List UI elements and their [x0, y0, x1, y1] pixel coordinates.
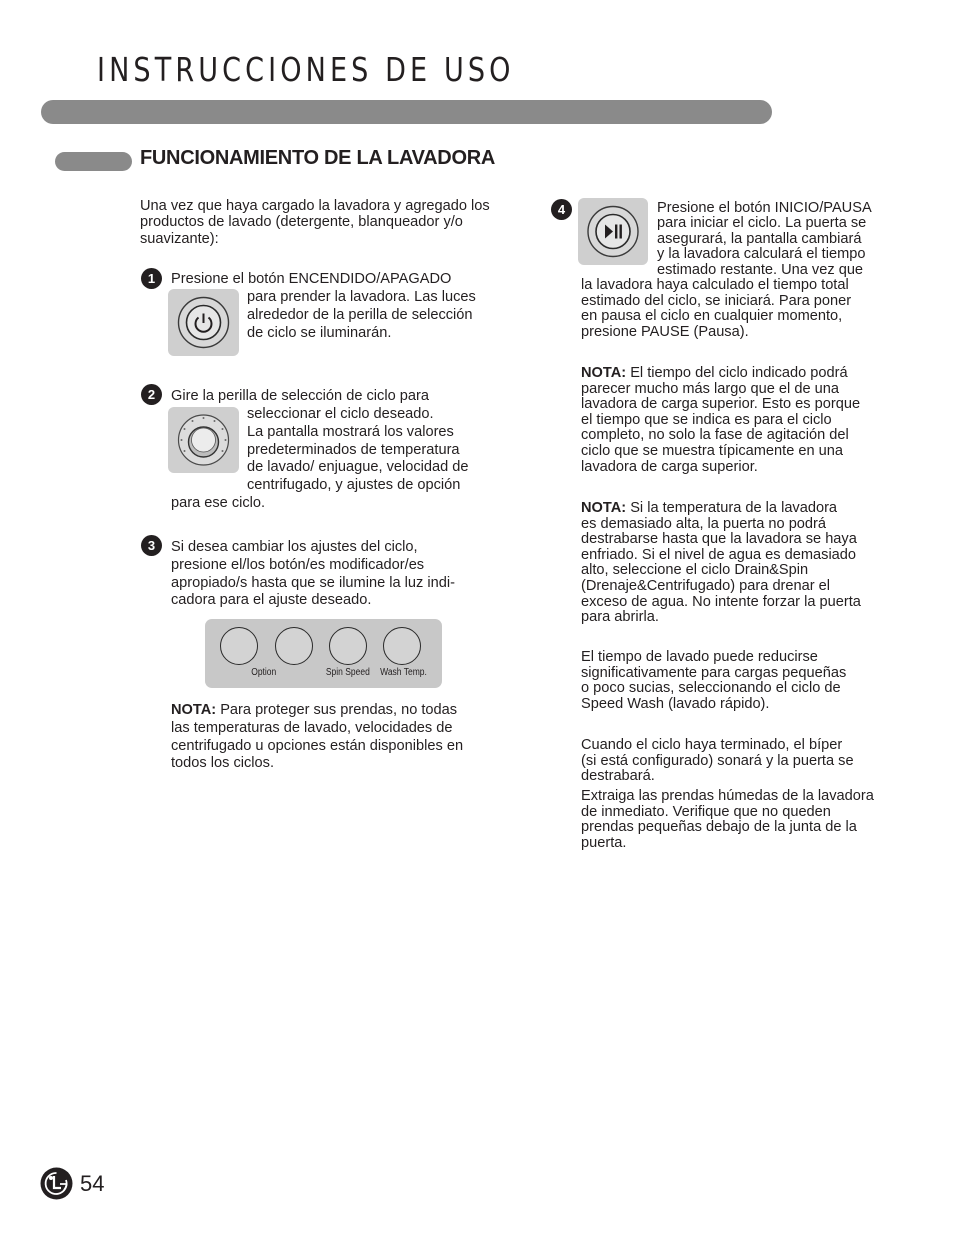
title-bar — [41, 100, 772, 124]
step-2-text: Gire la perilla de selección de ciclo para — [171, 388, 429, 404]
step-2-badge: 2 — [141, 384, 162, 405]
step-4-badge: 4 — [551, 199, 572, 220]
step-1-badge: 1 — [141, 268, 162, 289]
cycle-knob-icon — [168, 407, 239, 473]
lg-logo-icon — [40, 1167, 73, 1200]
step-3-note: NOTA: Para proteger sus prendas, no todas las temperaturas de lavado, velocidades de centrifugado u opciones están disponibles en todos los ciclos. — [171, 702, 464, 772]
paragraph-speed-wash: El tiempo de lavado puede reducirse significativamente para cargas pequeñas o poco sucias, seleccionando el ciclo de Speed Wash (lavado rápido). — [581, 649, 847, 712]
step-4-text: Presione el botón INICIO/PAUSA para iniciar el ciclo. La puerta se asegurará, la pantalla cambiará y la lavadora calculará el tiempo estimado restante. Una vez que — [657, 200, 872, 278]
page-title: INSTRUCCIONES DE USO — [97, 50, 515, 89]
panel-button-1 — [220, 627, 258, 665]
panel-button-option — [275, 627, 313, 665]
start-pause-button-illustration — [578, 198, 648, 265]
step-1-text-cont: para prender la lavadora. Las luces alrededor de la perilla de selección de ciclo se iluminarán. — [247, 289, 476, 341]
power-icon — [168, 289, 239, 356]
note-label: NOTA: — [171, 702, 217, 718]
panel-label-option: Option — [251, 667, 277, 678]
step-2-text-cont: seleccionar el ciclo deseado. La pantalla mostrará los valores predeterminados de temperatura de lavado/ enjuague, velocidad de centrifugado, y ajustes de opción — [247, 406, 469, 494]
panel-button-wash-temp — [383, 627, 421, 665]
panel-button-spin-speed — [329, 627, 367, 665]
step-1-text: Presione el botón ENCENDIDO/APAGADO — [171, 271, 452, 287]
intro-text: Una vez que haya cargado la lavadora y agregado los productos de lavado (detergente, blanqueador y/o suavizante): — [140, 198, 490, 247]
cycle-knob-illustration — [168, 407, 239, 473]
play-pause-icon — [578, 198, 648, 265]
section-title: FUNCIONAMIENTO DE LA LAVADORA — [140, 147, 495, 169]
option-buttons-panel — [205, 619, 442, 688]
panel-label-wash-temp: Wash Temp. — [380, 667, 427, 678]
step-4-text-cont: la lavadora haya calculado el tiempo total estimado del ciclo, se iniciará. Para poner en pausa el ciclo en cualquier momento, presione PAUSE (Pausa). — [581, 277, 852, 340]
note-label: NOTA: — [581, 365, 627, 381]
note-temperature: NOTA: Si la temperatura de la lavadora es demasiado alta, la puerta no podrá destrabarse hasta que la lavadora se haya enfriado. Si el nivel de agua es demasiado alto, seleccione el ciclo Drain&Spin (Drenaje&Centrifugado) para drenar el exceso de agua. No intente forzar la puerta para abrirla. — [581, 500, 861, 626]
note-label: NOTA: — [581, 500, 627, 516]
note-cycle-time: NOTA: El tiempo del ciclo indicado podrá parecer mucho más largo que el de una lavadora de carga superior. Esto es porque el tiempo que se indica es para el ciclo completo, no solo la fase de agitación del ciclo que se muestra típicamente en una lavadora de carga superior. — [581, 365, 861, 475]
panel-label-spin-speed: Spin Speed — [325, 667, 370, 678]
power-button-illustration — [168, 289, 239, 356]
paragraph-remove-clothes: Extraiga las prendas húmedas de la lavadora de inmediato. Verifique que no queden prendas pequeñas debajo de la junta de la puerta. — [581, 788, 874, 851]
page-number: 54 — [80, 1171, 105, 1196]
step-3-text: Si desea cambiar los ajustes del ciclo, presione el/los botón/es modificador/es apropiado/s hasta que se ilumine la luz indi- cadora para el ajuste deseado. — [171, 539, 455, 609]
paragraph-cycle-end: Cuando el ciclo haya terminado, el bíper (si está configurado) sonará y la puerta se destrabará. — [581, 737, 854, 785]
step-3-badge: 3 — [141, 535, 162, 556]
step-2-text-end: para ese ciclo. — [171, 495, 266, 511]
section-pill — [55, 152, 132, 171]
